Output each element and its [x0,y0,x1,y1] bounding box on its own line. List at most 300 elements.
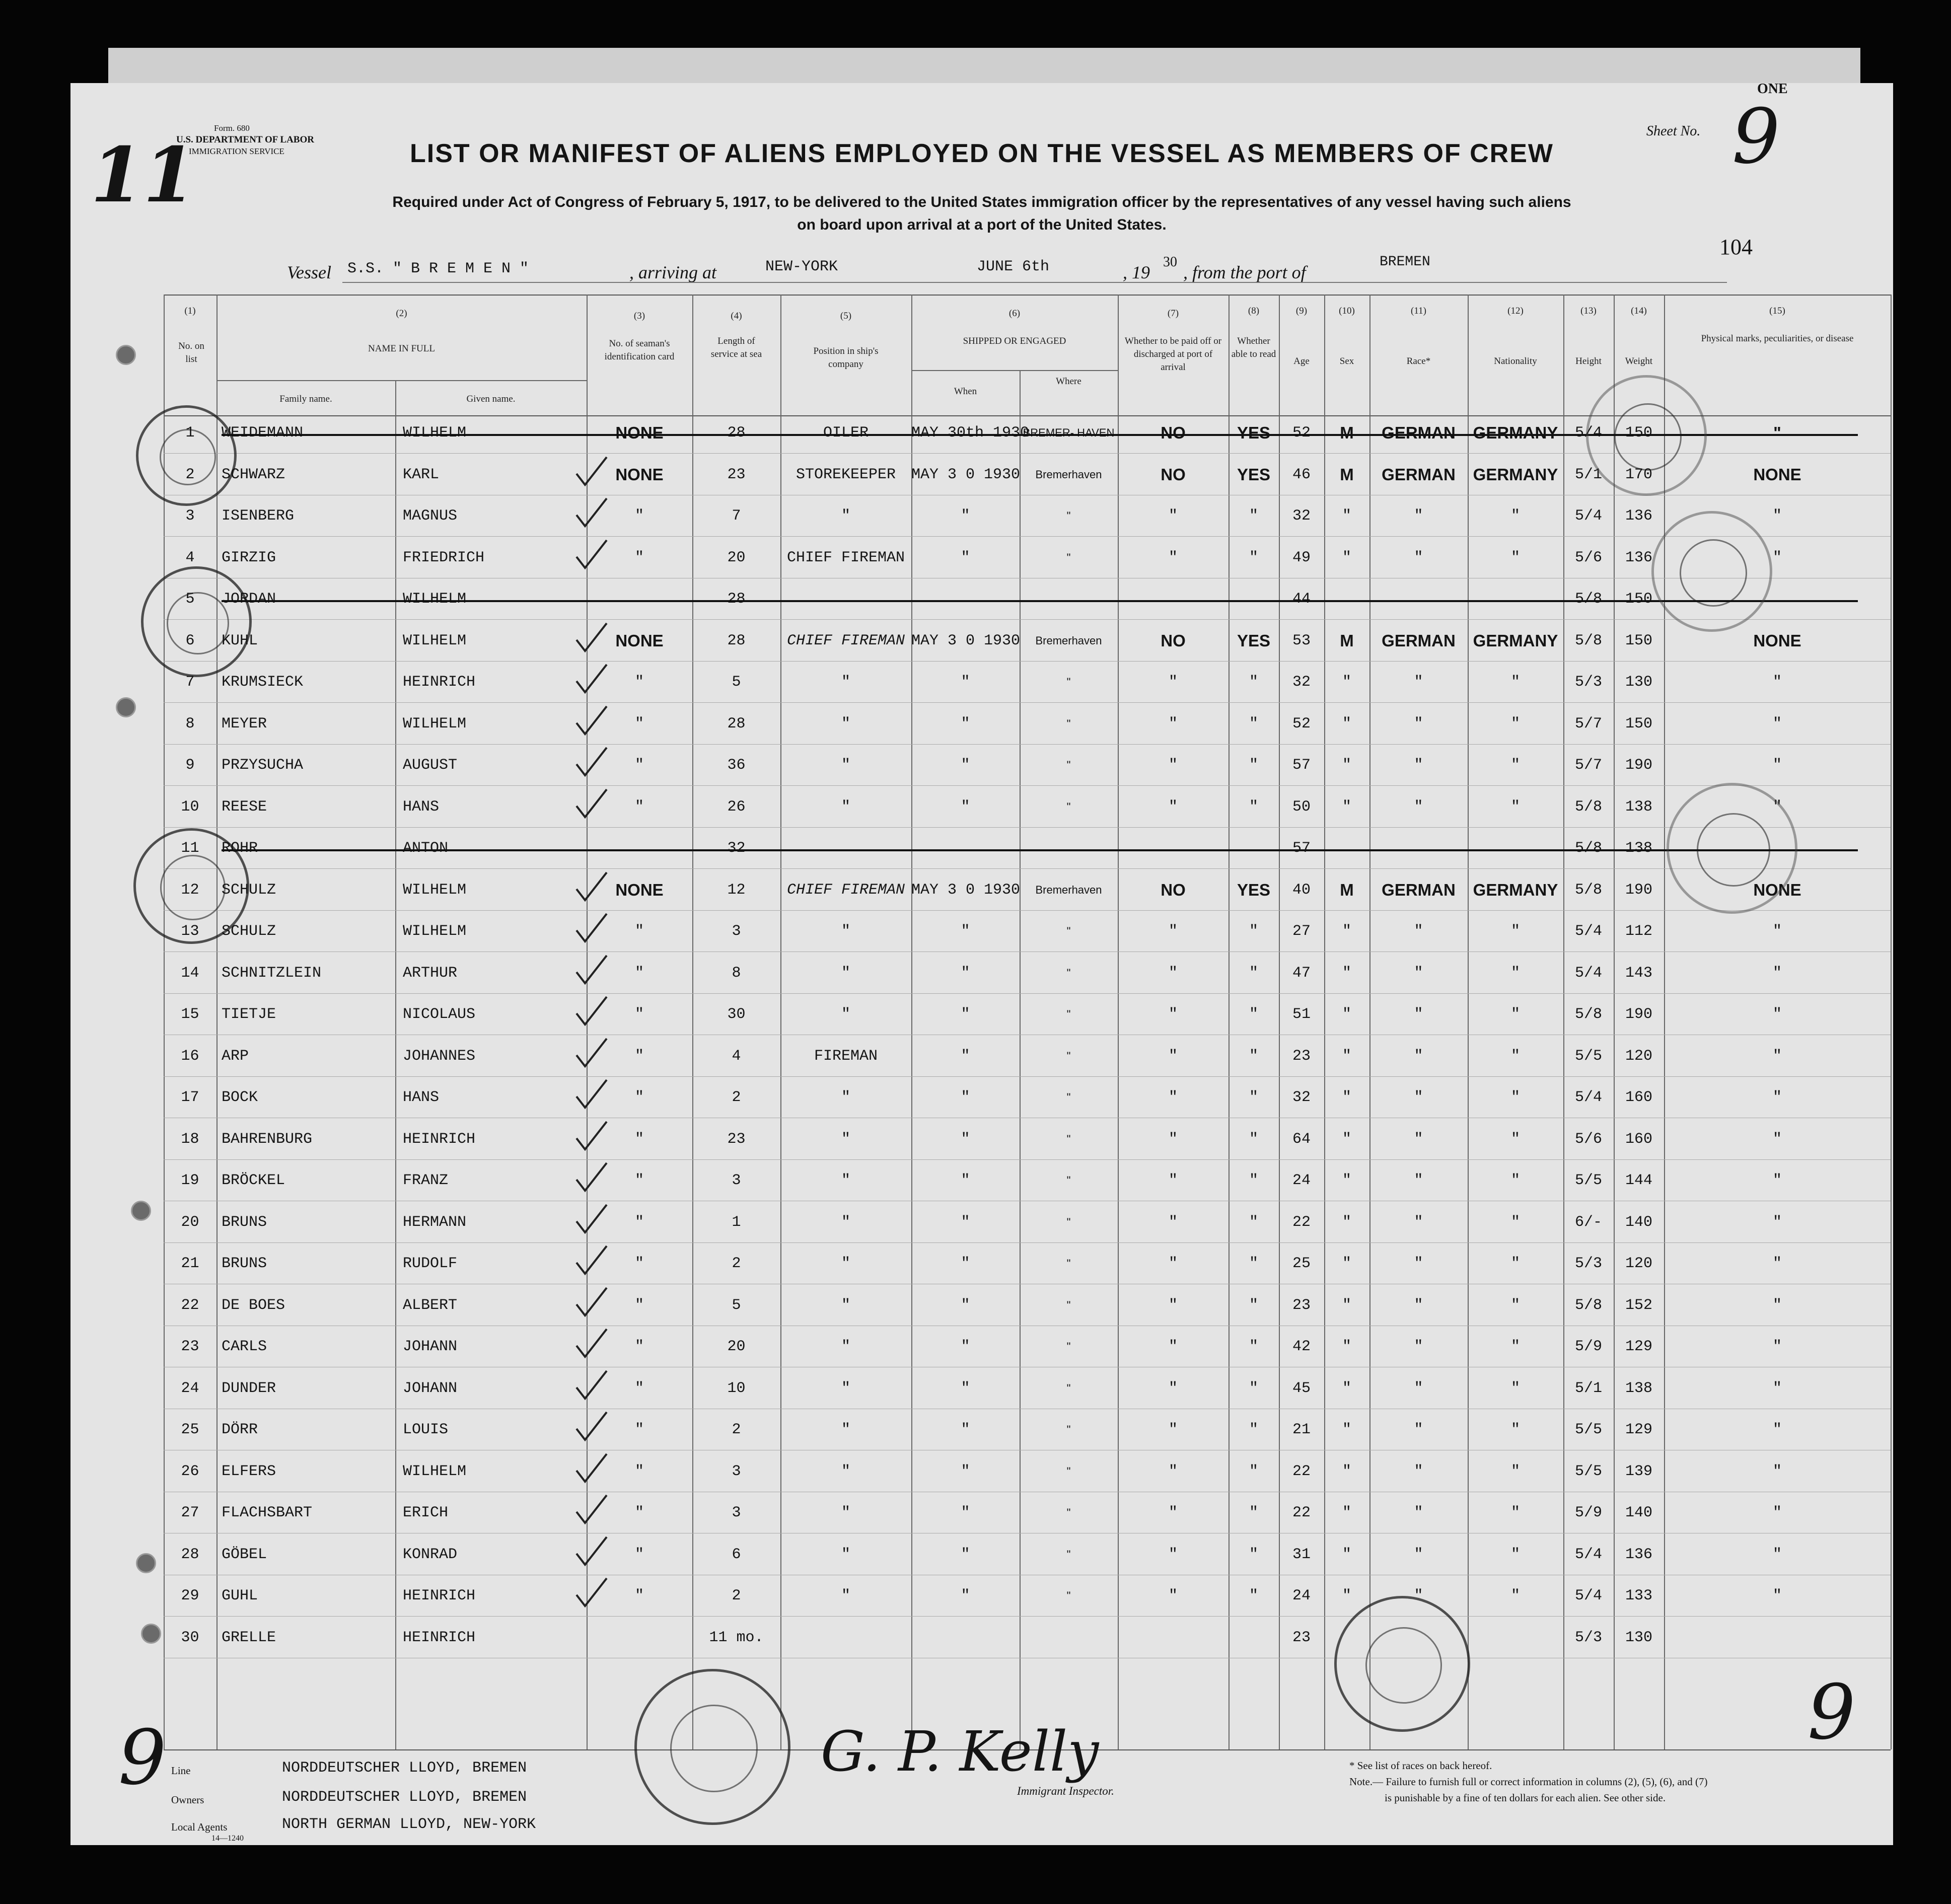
cell-height: 5/3 [1574,1629,1602,1646]
cell-paid: " [1168,1047,1178,1065]
row-rule [164,1159,1891,1160]
col-header-id: No. of seaman's identification card [604,338,675,362]
col-num-7: (7) [1167,308,1179,319]
cell-given: HANS [403,798,440,816]
cell-service: 5 [732,1296,741,1314]
cell-nat: " [1510,964,1520,982]
cell-family: BRUNS [222,1213,267,1231]
cell-given: WILHELM [403,923,467,940]
cell-id: " [634,1504,644,1521]
check-mark-icon [574,704,609,739]
cell-position: " [841,715,850,733]
cell-position: OILER [823,424,869,442]
check-mark-icon [574,953,609,988]
cell-height: 5/4 [1574,923,1602,940]
cell-sex: M [1340,631,1354,650]
cell-position: " [841,1587,850,1604]
cell-height: 5/1 [1574,466,1602,483]
cell-marks: " [1773,423,1781,442]
cell-where: " [1066,1049,1071,1062]
cell-family: SCHULZ [222,923,276,940]
cell-given: HEINRICH [403,1130,476,1148]
cell-paid: " [1168,1213,1178,1231]
cell-service: 20 [727,1338,746,1355]
cell-sex: M [1340,880,1354,899]
cell-weight: 130 [1625,674,1652,691]
row-rule [164,536,1891,537]
sheet-no-value: 9 [1732,93,1780,181]
check-mark-icon [574,1410,609,1445]
punch-hole [131,1201,151,1221]
cell-weight: 136 [1625,507,1652,525]
cell-sex: M [1340,465,1354,484]
cell-marks: " [1772,1130,1782,1148]
cell-race: " [1414,1587,1423,1604]
col-header-service: Length of service at sea [710,336,762,359]
consulate-stamp [634,1669,790,1825]
col-header-height: Height [1575,356,1602,367]
cell-race: " [1414,1213,1423,1231]
cell-marks: " [1772,1172,1782,1189]
cell-age: 64 [1292,1130,1311,1148]
cell-no: 12 [181,881,199,899]
shipped-subheader-rule [911,370,1118,371]
cell-nat: " [1510,549,1520,566]
consulate-stamp [1334,1596,1470,1732]
cell-position: " [841,964,850,982]
cell-family: BRÖCKEL [222,1172,285,1189]
cell-sex: " [1342,1504,1351,1521]
cell-given: HERMANN [403,1213,467,1231]
cell-read: " [1249,1172,1258,1189]
col-num-14: (14) [1631,306,1647,316]
cell-paid: " [1168,549,1178,566]
cell-age: 31 [1292,1546,1311,1563]
cell-service: 6 [732,1546,741,1563]
cell-position: CHIEF FIREMAN [786,881,905,899]
col-header-name: NAME IN FULL [368,343,435,354]
cell-read: " [1249,1504,1258,1521]
cell-weight: 130 [1625,1629,1652,1646]
cell-paid: NO [1161,631,1186,650]
cell-paid: " [1168,798,1178,816]
cell-weight: 138 [1625,1379,1652,1397]
check-mark-icon [574,1285,609,1321]
cell-height: 5/9 [1574,1504,1602,1521]
cell-paid: " [1168,964,1178,982]
row-rule [164,1616,1891,1617]
cell-family: ARP [222,1047,249,1065]
consulate-stamp [141,566,252,677]
col-header-no: No. on list [178,341,204,364]
cell-paid: " [1168,674,1178,691]
cell-when: " [961,1587,970,1604]
cell-where: " [1066,551,1071,564]
cell-race: " [1414,1296,1423,1314]
cell-read: " [1249,549,1258,566]
row-rule [164,827,1891,828]
cell-when: " [961,674,970,691]
cell-position: " [841,507,850,525]
cell-height: 5/4 [1574,1587,1602,1604]
department-label: U.S. DEPARTMENT OF LABOR [176,134,314,145]
cell-height: 5/8 [1574,1006,1602,1023]
check-mark-icon [574,1036,609,1071]
cell-marks: NONE [1753,465,1801,484]
cell-family: DE BOES [222,1296,285,1314]
cell-no: 9 [185,757,195,774]
cell-where: " [1066,1215,1071,1228]
cell-age: 57 [1292,840,1311,857]
cell-height: 5/8 [1574,1296,1602,1314]
col-header-family: Family name. [279,394,332,404]
cell-no: 26 [181,1462,199,1480]
cell-where: Bremerhaven [1035,634,1102,647]
cell-id: " [634,923,644,940]
cell-when: " [961,1296,970,1314]
cell-race: " [1414,1462,1423,1480]
cell-id: " [634,1172,644,1189]
col-header-given: Given name. [466,394,516,404]
cell-service: 2 [732,1421,741,1438]
cell-position: CHIEF FIREMAN [786,549,905,566]
cell-where: Bremerhaven [1035,883,1102,896]
cell-nat: " [1510,757,1520,774]
cell-position: " [841,1338,850,1355]
cell-no: 8 [185,715,195,733]
footer-owners-label: Owners [171,1794,204,1806]
cell-sex: " [1342,507,1351,525]
cell-where: " [1066,1548,1071,1561]
check-mark-icon [574,1077,609,1113]
cell-when: " [961,798,970,816]
col-num-1: (1) [184,306,196,316]
cell-family: GIRZIG [222,549,276,566]
cell-weight: 144 [1625,1172,1652,1189]
cell-id: " [634,1379,644,1397]
cell-weight: 150 [1625,424,1652,442]
punch-hole [136,1553,156,1573]
cell-family: ISENBERG [222,507,295,525]
cell-service: 1 [732,1213,741,1231]
cell-no: 20 [181,1213,199,1231]
cell-read: " [1249,1296,1258,1314]
check-mark-icon [574,538,609,573]
cell-position: " [841,1006,850,1023]
cell-no: 10 [181,798,199,816]
check-mark-icon [574,1451,609,1487]
cell-family: ELFERS [222,1462,276,1480]
cell-marks: " [1772,1421,1782,1438]
corner-mark-bottom-left: 9 [118,1714,167,1802]
cell-id: NONE [615,631,664,650]
cell-age: 22 [1292,1213,1311,1231]
cell-family: DUNDER [222,1379,276,1397]
cell-nat: GERMANY [1473,423,1558,442]
cell-race: " [1414,923,1423,940]
cell-nat: " [1510,1546,1520,1563]
cell-race: " [1414,1130,1423,1148]
col-num-3: (3) [633,311,645,321]
year-prefix: , 19 [1123,262,1150,282]
year-suffix: 30 [1163,254,1177,270]
cell-nat: " [1510,1089,1520,1106]
cell-no: 6 [185,632,195,649]
cell-service: 3 [732,923,741,940]
cell-where: " [1066,1589,1071,1602]
arrival-date: JUNE 6th [977,258,1050,275]
cell-nat: " [1510,1047,1520,1065]
strike-through-line [222,849,1858,851]
cell-sex: " [1342,964,1351,982]
check-mark-icon [574,662,609,697]
cell-weight: 143 [1625,964,1652,982]
cell-where: " [1066,1132,1071,1145]
cell-paid: " [1168,1546,1178,1563]
cell-sex: " [1342,1338,1351,1355]
cell-no: 16 [181,1047,199,1065]
cell-family: ROHR [222,840,258,857]
cell-given: WILHELM [403,881,467,899]
col-header-position: Position in ship's company [813,346,879,370]
col-header-read: Whether able to read [1231,336,1276,359]
cell-weight: 160 [1625,1089,1652,1106]
cell-sex: " [1342,549,1351,566]
cell-sex: " [1342,1006,1351,1023]
cell-where: BREMER- HAVEN [1023,426,1115,439]
cell-marks: " [1772,715,1782,733]
check-mark-icon [574,1327,609,1362]
cell-height: 5/5 [1574,1047,1602,1065]
cell-height: 5/8 [1574,632,1602,649]
cell-marks: " [1772,1462,1782,1480]
strike-through-line [222,600,1858,602]
cell-family: SCHULZ [222,881,276,899]
cell-paid: " [1168,1255,1178,1272]
subtitle-line-1: Required under Act of Congress of February 5, 1917, to be delivered to the United States immigration officer by the representatives of any vessel having such aliens [392,194,1571,210]
cell-position: " [841,1130,850,1148]
cell-sex: " [1342,1462,1351,1480]
cell-read: " [1249,1213,1258,1231]
cell-race: GERMAN [1382,465,1456,484]
cell-position: " [841,674,850,691]
cell-given: WILHELM [403,632,467,649]
cell-no: 1 [185,424,195,442]
footer-owners-value: NORDDEUTSCHER LLOYD, BREMEN [282,1789,527,1806]
cell-race: " [1414,1172,1423,1189]
cell-id: " [634,1546,644,1563]
cell-race: " [1414,1338,1423,1355]
cell-age: 32 [1292,1089,1311,1106]
cell-read: " [1249,1255,1258,1272]
cell-read: " [1249,1587,1258,1604]
cell-age: 47 [1292,964,1311,982]
cell-no: 4 [185,549,195,566]
cell-sex: " [1342,1546,1351,1563]
cell-race: " [1414,964,1423,982]
cell-no: 14 [181,964,199,982]
cell-id: " [634,549,644,566]
cell-no: 2 [185,466,195,483]
cell-height: 5/4 [1574,964,1602,982]
check-mark-icon [574,496,609,531]
cell-sex: " [1342,1379,1351,1397]
cell-family: REESE [222,798,267,816]
cell-id: " [634,1047,644,1065]
inspector-label: Immigrant Inspector. [1017,1785,1114,1797]
col-header-nationality: Nationality [1494,356,1537,367]
col-num-15: (15) [1769,306,1785,316]
cell-marks: " [1772,674,1782,691]
cell-weight: 129 [1625,1421,1652,1438]
cell-paid: " [1168,1587,1178,1604]
cell-service: 28 [727,591,746,608]
cell-race: " [1414,549,1423,566]
cell-id: " [634,1089,644,1106]
cell-given: ERICH [403,1504,449,1521]
cell-read: YES [1237,631,1271,650]
cell-no: 21 [181,1255,199,1272]
cell-service: 28 [727,632,746,649]
cell-paid: NO [1161,880,1186,899]
cell-marks: " [1772,1504,1782,1521]
cell-height: 5/3 [1574,1255,1602,1272]
cell-weight: 190 [1625,1006,1652,1023]
cell-read: " [1249,1006,1258,1023]
punch-hole [141,1624,161,1644]
cell-position: " [841,757,850,774]
cell-family: SCHWARZ [222,466,285,483]
cell-family: WEIDEMANN [222,424,304,442]
cell-sex: " [1342,674,1351,691]
cell-weight: 150 [1625,715,1652,733]
cell-race: " [1414,715,1423,733]
cell-no: 19 [181,1172,199,1189]
cell-sex: " [1342,1587,1351,1604]
cell-weight: 140 [1625,1213,1652,1231]
check-mark-icon [574,1160,609,1196]
cell-nat: " [1510,1006,1520,1023]
col-num-6: (6) [1008,308,1021,319]
cell-weight: 152 [1625,1296,1652,1314]
check-mark-icon [574,1119,609,1154]
cell-family: PRZYSUCHA [222,757,304,774]
cell-height: 5/4 [1574,1089,1602,1106]
cell-weight: 120 [1625,1047,1652,1065]
cell-position: " [841,1379,850,1397]
cell-sex: " [1342,798,1351,816]
cell-family: JORDAN [222,591,276,608]
cell-id: " [634,507,644,525]
cell-when: " [961,1089,970,1106]
row-rule [164,1242,1891,1243]
cell-race: " [1414,798,1423,816]
cell-id: " [634,798,644,816]
cell-service: 28 [727,424,746,442]
cell-when: " [961,715,970,733]
cell-given: RUDOLF [403,1255,458,1272]
cell-read: " [1249,1130,1258,1148]
name-subheader-rule [216,380,587,381]
cell-id: " [634,1296,644,1314]
vessel-label: Vessel [287,262,331,282]
cell-weight: 160 [1625,1130,1652,1148]
check-mark-icon [574,1493,609,1528]
cell-weight: 150 [1625,591,1652,608]
cell-given: AUGUST [403,757,458,774]
cell-no: 3 [185,507,195,525]
footer-agents-label: Local Agents [171,1821,228,1833]
cell-id: " [634,1462,644,1480]
cell-age: 24 [1292,1172,1311,1189]
cell-read: " [1249,715,1258,733]
cell-position: " [841,1089,850,1106]
cell-marks: " [1772,1379,1782,1397]
cell-id: " [634,1130,644,1148]
cell-service: 7 [732,507,741,525]
cell-position: " [841,1421,850,1438]
cell-service: 10 [727,1379,746,1397]
footer-line-value: NORDDEUTSCHER LLOYD, BREMEN [282,1760,527,1777]
cell-when: " [961,1421,970,1438]
cell-race: GERMAN [1382,423,1456,442]
col-header-paid-off: Whether to be paid off or discharged at port of arrival [1124,336,1222,373]
cell-race: GERMAN [1382,631,1456,650]
cell-id: " [634,757,644,774]
cell-sex: " [1342,1047,1351,1065]
cell-paid: " [1168,757,1178,774]
cell-given: FRIEDRICH [403,549,485,566]
cell-age: 23 [1292,1629,1311,1646]
cell-race: " [1414,757,1423,774]
cell-where: " [1066,1340,1071,1353]
cell-age: 51 [1292,1006,1311,1023]
cell-read: YES [1237,465,1271,484]
cell-family: DÖRR [222,1421,258,1438]
footer-line-label: Line [171,1765,191,1777]
cell-where: " [1066,1257,1071,1270]
cell-paid: " [1168,715,1178,733]
col-num-12: (12) [1507,306,1524,316]
footer-note-penalty: Note.— Failure to furnish full or correct information in columns (2), (5), (6), and (7) [1349,1776,1708,1788]
cell-read: " [1249,798,1258,816]
cell-when: " [961,1047,970,1065]
row-rule [164,951,1891,952]
cell-nat: " [1510,1504,1520,1521]
cell-weight: 120 [1625,1255,1652,1272]
cell-where: " [1066,1091,1071,1104]
col-num-5: (5) [840,311,852,321]
cell-when: " [961,1255,970,1272]
cell-height: 5/6 [1574,549,1602,566]
cell-race: " [1414,507,1423,525]
cell-nat: " [1510,923,1520,940]
vessel-name: S.S. " B R E M E N " [347,260,529,277]
cell-height: 5/8 [1574,840,1602,857]
col-header-where: Where [1056,376,1081,387]
cell-position: STOREKEEPER [796,466,896,483]
cell-marks: " [1772,1338,1782,1355]
cell-sex: M [1340,423,1354,442]
cell-weight: 129 [1625,1338,1652,1355]
check-mark-icon [574,911,609,946]
cell-paid: " [1168,1504,1178,1521]
cell-age: 24 [1292,1587,1311,1604]
cell-position: " [841,1462,850,1480]
cell-service: 26 [727,798,746,816]
cell-given: HANS [403,1089,440,1106]
cell-where: " [1066,1298,1071,1311]
